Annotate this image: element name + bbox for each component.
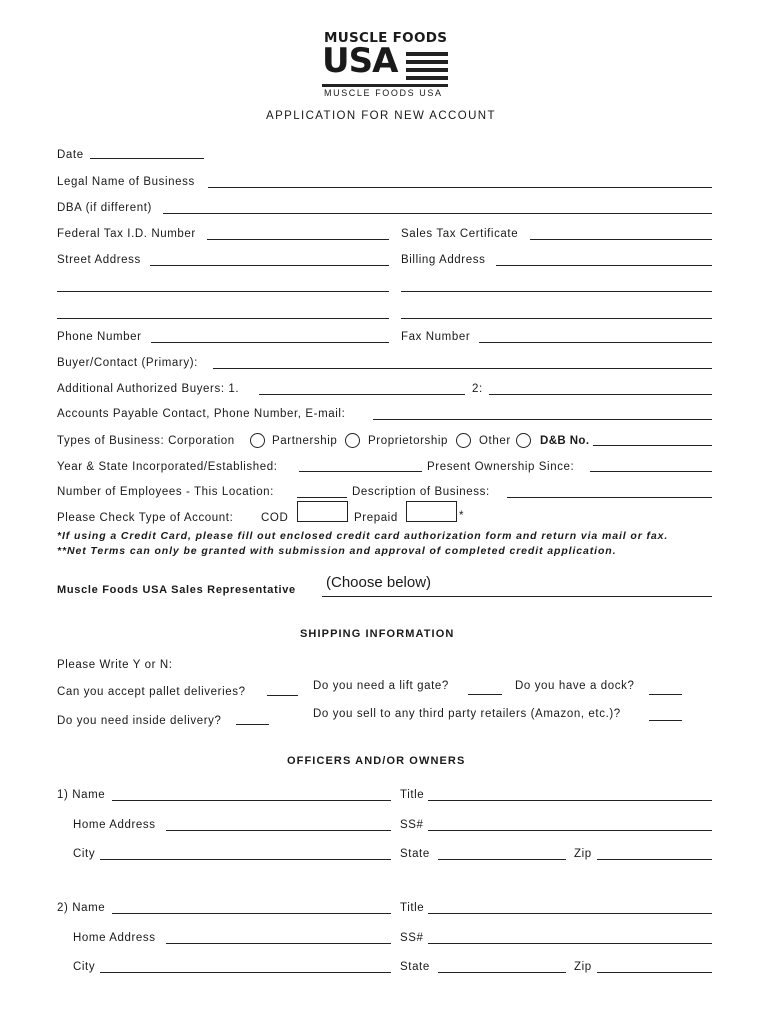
officer-2-home-address-label: Home Address xyxy=(73,932,156,944)
year-state-field[interactable] xyxy=(299,471,422,472)
officer-1-city-label: City xyxy=(73,848,96,860)
street-address-line-3[interactable] xyxy=(57,318,389,319)
billing-address-line-3[interactable] xyxy=(401,318,712,319)
officer-1-ss-label: SS# xyxy=(400,819,424,831)
officer-1-zip-label: Zip xyxy=(574,848,592,860)
buyer-contact-label: Buyer/Contact (Primary): xyxy=(57,357,198,369)
logo-big-text: USA xyxy=(322,41,398,81)
dba-field[interactable] xyxy=(163,213,712,214)
proprietorship-radio[interactable] xyxy=(456,433,471,448)
shipping-heading: SHIPPING INFORMATION xyxy=(300,628,455,640)
legal-name-field[interactable] xyxy=(208,187,712,188)
corporation-radio[interactable] xyxy=(250,433,265,448)
fax-label: Fax Number xyxy=(401,331,471,343)
accounts-payable-field[interactable] xyxy=(373,419,712,420)
dock-label: Do you have a dock? xyxy=(515,680,635,692)
present-ownership-field[interactable] xyxy=(590,471,712,472)
cod-label: COD xyxy=(261,512,289,524)
prepaid-label: Prepaid xyxy=(354,512,398,524)
officer-1-city-field[interactable] xyxy=(100,859,391,860)
dba-label: DBA (if different) xyxy=(57,202,152,214)
federal-tax-label: Federal Tax I.D. Number xyxy=(57,228,196,240)
officer-2-state-field[interactable] xyxy=(438,972,566,973)
officer-2-title-field[interactable] xyxy=(428,913,712,914)
officer-2-city-label: City xyxy=(73,961,96,973)
cod-checkbox[interactable] xyxy=(297,501,348,522)
billing-address-label: Billing Address xyxy=(401,254,486,266)
logo-top-text: MUSCLE FOODS xyxy=(324,30,448,46)
date-field[interactable] xyxy=(90,158,204,159)
officer-1-state-field[interactable] xyxy=(438,859,566,860)
officer-2-ss-label: SS# xyxy=(400,932,424,944)
buyer-contact-field[interactable] xyxy=(213,368,712,369)
accounts-payable-label: Accounts Payable Contact, Phone Number, E-mail: xyxy=(57,408,346,420)
pallet-label: Can you accept pallet deliveries? xyxy=(57,686,246,698)
description-field[interactable] xyxy=(507,497,712,498)
officer-2-home-address-field[interactable] xyxy=(166,943,391,944)
other-radio[interactable] xyxy=(516,433,531,448)
partnership-radio[interactable] xyxy=(345,433,360,448)
fax-field[interactable] xyxy=(479,342,712,343)
sales-rep-field[interactable] xyxy=(322,596,712,597)
street-address-line-2[interactable] xyxy=(57,291,389,292)
employees-field[interactable] xyxy=(297,497,347,498)
officer-1-title-field[interactable] xyxy=(428,800,712,801)
lift-gate-label: Do you need a lift gate? xyxy=(313,680,449,692)
officer-2-city-field[interactable] xyxy=(100,972,391,973)
other-label: Other xyxy=(479,435,511,447)
pallet-field[interactable] xyxy=(267,695,298,696)
officers-heading: OFFICERS AND/OR OWNERS xyxy=(287,755,466,767)
sales-rep-label: Muscle Foods USA Sales Representative xyxy=(57,584,296,596)
officer-1-home-address-field[interactable] xyxy=(166,830,391,831)
street-address-field[interactable] xyxy=(150,265,389,266)
officer-1-home-address-label: Home Address xyxy=(73,819,156,831)
sales-tax-field[interactable] xyxy=(530,239,712,240)
prepaid-checkbox[interactable] xyxy=(406,501,457,522)
credit-card-note: *If using a Credit Card, please fill out enclosed credit card authorization form and return via mail or fax. xyxy=(57,530,669,542)
officer-2-title-label: Title xyxy=(400,902,425,914)
logo-underbar xyxy=(322,84,448,87)
third-party-field[interactable] xyxy=(649,720,682,721)
officer-1-zip-field[interactable] xyxy=(597,859,712,860)
present-ownership-label: Present Ownership Since: xyxy=(427,461,575,473)
phone-label: Phone Number xyxy=(57,331,142,343)
officer-1-title-label: Title xyxy=(400,789,425,801)
types-of-business-label: Types of Business: Corporation xyxy=(57,435,235,447)
date-label: Date xyxy=(57,149,84,161)
lift-gate-field[interactable] xyxy=(468,694,502,695)
third-party-label: Do you sell to any third party retailers (Amazon, etc.)? xyxy=(313,708,621,720)
description-label: Description of Business: xyxy=(352,486,490,498)
additional-buyer-1-field[interactable] xyxy=(259,394,465,395)
shipping-instruction: Please Write Y or N: xyxy=(57,659,173,671)
dock-field[interactable] xyxy=(649,694,682,695)
officer-2-zip-label: Zip xyxy=(574,961,592,973)
partnership-label: Partnership xyxy=(272,435,338,447)
officer-2-zip-field[interactable] xyxy=(597,972,712,973)
officer-2-ss-field[interactable] xyxy=(428,943,712,944)
officer-1-ss-field[interactable] xyxy=(428,830,712,831)
net-terms-note: **Net Terms can only be granted with submission and approval of completed credit application. xyxy=(57,545,617,557)
proprietorship-label: Proprietorship xyxy=(368,435,448,447)
logo-stripes xyxy=(406,52,448,80)
form-title: APPLICATION FOR NEW ACCOUNT xyxy=(266,110,496,122)
additional-buyers-label: Additional Authorized Buyers: 1. xyxy=(57,383,240,395)
additional-buyer-2-label: 2: xyxy=(472,383,483,395)
sales-rep-dropdown[interactable]: (Choose below) xyxy=(326,574,432,591)
inside-delivery-field[interactable] xyxy=(236,724,269,725)
year-state-label: Year & State Incorporated/Established: xyxy=(57,461,278,473)
officer-1-name-field[interactable] xyxy=(112,800,391,801)
employees-label: Number of Employees - This Location: xyxy=(57,486,274,498)
inside-delivery-label: Do you need inside delivery? xyxy=(57,715,222,727)
legal-name-label: Legal Name of Business xyxy=(57,176,195,188)
billing-address-line-2[interactable] xyxy=(401,291,712,292)
additional-buyer-2-field[interactable] xyxy=(489,394,712,395)
officer-2-state-label: State xyxy=(400,961,430,973)
dnb-label: D&B No. xyxy=(540,435,590,447)
officer-2-name-field[interactable] xyxy=(112,913,391,914)
officer-1-name-label: 1) Name xyxy=(57,789,106,801)
federal-tax-field[interactable] xyxy=(207,239,389,240)
sales-tax-label: Sales Tax Certificate xyxy=(401,228,519,240)
logo-tagline: MUSCLE FOODS USA xyxy=(324,88,443,98)
officer-2-name-label: 2) Name xyxy=(57,902,106,914)
street-address-label: Street Address xyxy=(57,254,141,266)
officer-1-state-label: State xyxy=(400,848,430,860)
dnb-field[interactable] xyxy=(593,445,712,446)
account-type-label: Please Check Type of Account: xyxy=(57,512,234,524)
prepaid-asterisk: * xyxy=(459,510,465,522)
phone-field[interactable] xyxy=(151,342,389,343)
billing-address-field[interactable] xyxy=(496,265,712,266)
